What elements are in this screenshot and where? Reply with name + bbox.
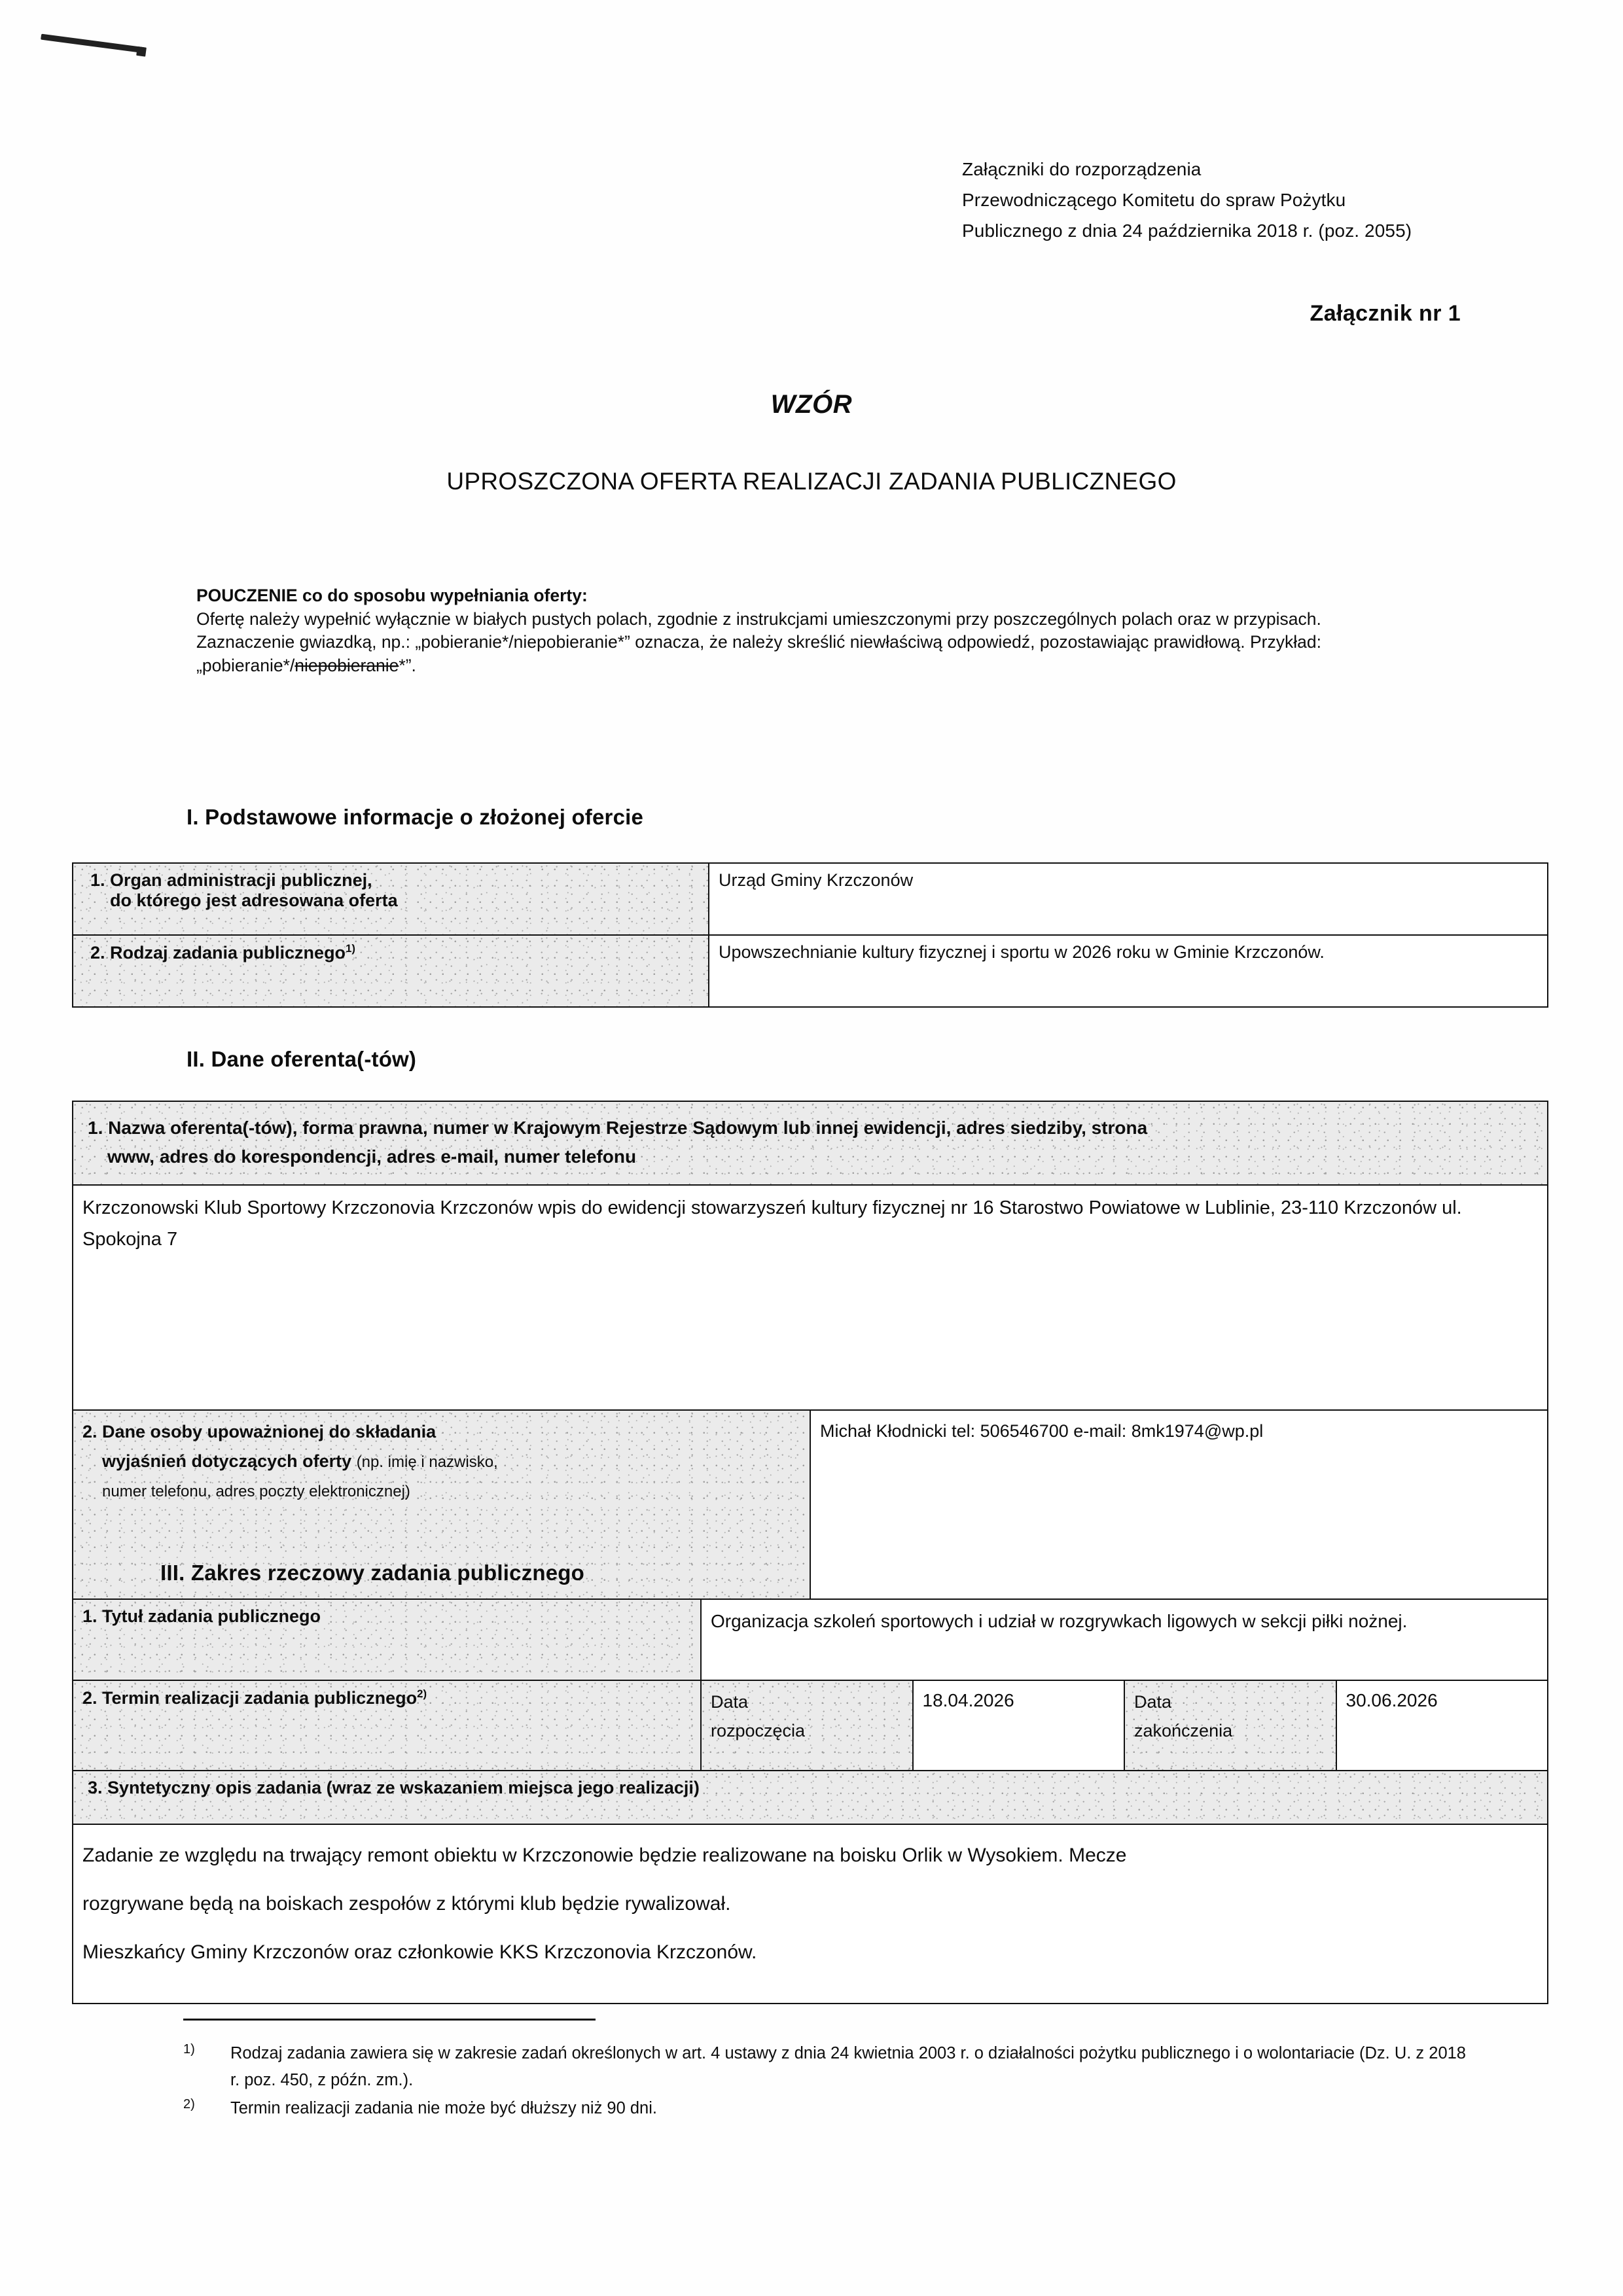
- footnote-separator-rule: [183, 2019, 596, 2021]
- task-type-label-cell: [73, 935, 709, 1007]
- task-description-line-3: Mieszkańcy Gminy Krzczonów oraz członkowie KKS Krzczonovia Krzczonów.: [82, 1941, 757, 1963]
- regulation-header-line-3: Publicznego z dnia 24 października 2018 r. (poz. 2055): [962, 221, 1412, 241]
- instructions-struck-word: niepobieranie: [294, 655, 399, 675]
- date-end-label-cell: [1124, 1680, 1336, 1771]
- footnote-text: Termin realizacji zadania nie może być dłuższy niż 90 dni.: [230, 2099, 657, 2117]
- footnote-text: Rodzaj zadania zawiera się w zakresie zadań określonych w art. 4 ustawy z dnia 24 kwietnia 2003 r. o działalności pożytku publicznego i o wolontariacie (Dz. U. z 2018 r. poz. 450, z późn. zm.).: [230, 2044, 1466, 2089]
- date-end-value-cell[interactable]: 30.06.2026: [1336, 1680, 1548, 1771]
- instructions-paragraph-2-before: Zaznaczenie gwiazdką, np.: „pobieranie*/niepobieranie*” oznacza, że należy skreślić niewłaściwą odpowiedź, pozostawiając prawidłową. Przykład: „pobieranie*/: [196, 632, 1321, 675]
- table-row: [73, 863, 1548, 935]
- date-start-value-cell[interactable]: 18.04.2026: [913, 1680, 1125, 1771]
- date-start-label-line-2: rozpoczęcia: [711, 1721, 806, 1740]
- regulation-header: [962, 154, 1412, 246]
- table-row: [73, 1101, 1548, 1185]
- contact-person-label-line-1: 2. Dane osoby upoważnionej do składania: [82, 1422, 437, 1441]
- date-end-label-line-1: Data: [1134, 1692, 1172, 1712]
- section-iii-table: [72, 1598, 1548, 2004]
- contact-person-label-note-2: numer telefonu, adres poczty elektronicznej): [102, 1483, 410, 1500]
- date-end-label-line-2: zakończenia: [1134, 1721, 1233, 1740]
- task-term-label-text: 2. Termin realizacji zadania publicznego: [82, 1688, 418, 1708]
- instructions-paragraph-1: Ofertę należy wypełnić wyłącznie w białych pustych polach, zgodnie z instrukcjami umieszczonymi przy poszczególnych polach oraz w przypisach.: [196, 609, 1321, 629]
- footnote-marker: 2): [183, 2097, 195, 2111]
- table-row: [73, 1824, 1548, 2004]
- table-row: [73, 1185, 1548, 1410]
- task-description-line-2: rozgrywane będą na boiskach zespołów z którymi klub będzie rywalizował.: [82, 1893, 731, 1915]
- footnote-item: [183, 2095, 1466, 2122]
- offerer-name-label-line-1: 1. Nazwa oferenta(-tów), forma prawna, numer w Krajowym Rejestrze Sądowym lub innej ewidencji, adres siedziby, strona: [88, 1118, 1148, 1138]
- table-row: [73, 1599, 1548, 1680]
- footnote-marker: 1): [183, 2042, 195, 2057]
- footnote-ref-2: 2): [417, 1687, 427, 1700]
- task-title-value-cell[interactable]: Organizacja szkoleń sportowych i udział w rozgrywkach ligowych w sekcji piłki nożnej.: [701, 1599, 1548, 1680]
- task-description-value-cell[interactable]: [73, 1824, 1548, 2004]
- table-row: [73, 1680, 1548, 1771]
- instructions-block: [196, 584, 1440, 677]
- footnotes-block: [183, 2040, 1466, 2123]
- contact-person-value-cell[interactable]: Michał Kłodnicki tel: 506546700 e-mail: 8mk1974@wp.pl: [810, 1410, 1548, 1604]
- attachment-number: Załącznik nr 1: [1310, 301, 1461, 326]
- date-start-label-cell: [701, 1680, 913, 1771]
- section-i-heading: I. Podstawowe informacje o złożonej ofercie: [187, 805, 644, 829]
- section-iii-heading: III. Zakres rzeczowy zadania publicznego: [160, 1561, 585, 1585]
- footnote-item: [183, 2040, 1466, 2094]
- section-ii-heading: II. Dane oferenta(-tów): [187, 1047, 417, 1071]
- organ-label-cell: [73, 863, 709, 935]
- task-term-label-cell: [73, 1680, 701, 1771]
- scan-artifact-mark: [41, 34, 145, 54]
- instructions-paragraph-2-after: *”.: [399, 655, 416, 675]
- date-start-label-line-1: Data: [711, 1692, 749, 1712]
- regulation-header-line-1: Załączniki do rozporządzenia: [962, 159, 1202, 179]
- organ-value-cell[interactable]: Urząd Gminy Krzczonów: [709, 863, 1548, 935]
- wzor-label: WZÓR: [770, 390, 853, 419]
- task-description-label-cell: 3. Syntetyczny opis zadania (wraz ze wskazaniem miejsca jego realizacji): [73, 1771, 1548, 1824]
- task-type-label-text: 2. Rodzaj zadania publicznego: [90, 943, 346, 963]
- regulation-header-line-2: Przewodniczącego Komitetu do spraw Pożytku: [962, 190, 1346, 210]
- offerer-name-label-cell: [73, 1101, 1548, 1185]
- task-description-line-1: Zadanie ze względu na trwający remont obiektu w Krzczonowie będzie realizowane na boisku Orlik w Wysokiem. Mecze: [82, 1845, 1127, 1866]
- contact-person-label-note-1: (np. imię i nazwisko,: [356, 1453, 498, 1471]
- contact-person-label-line-2-text: wyjaśnień dotyczących oferty: [102, 1451, 352, 1471]
- offerer-name-label-line-2: www, adres do korespondencji, adres e-mail, numer telefonu: [107, 1146, 637, 1167]
- instructions-paragraph-2: [196, 631, 1440, 677]
- task-title-label-cell: 1. Tytuł zadania publicznego: [73, 1599, 701, 1680]
- page-title: UPROSZCZONA OFERTA REALIZACJI ZADANIA PUBLICZNEGO: [446, 468, 1177, 495]
- section-i-table: [72, 862, 1548, 1008]
- table-row: [73, 935, 1548, 1007]
- footnote-ref-1: 1): [346, 942, 355, 955]
- organ-label-line-1: 1. Organ administracji publicznej,: [90, 870, 372, 890]
- instructions-heading: POUCZENIE co do sposobu wypełniania oferty:: [196, 586, 588, 605]
- contact-person-label-line-2: [82, 1447, 800, 1477]
- section-ii-table: [72, 1101, 1548, 1604]
- organ-label-line-2: do którego jest adresowana oferta: [110, 891, 398, 910]
- task-type-value-cell[interactable]: Upowszechnianie kultury fizycznej i sportu w 2026 roku w Gminie Krzczonów.: [709, 935, 1548, 1007]
- table-row: [73, 1771, 1548, 1824]
- offerer-name-value-cell[interactable]: Krzczonowski Klub Sportowy Krzczonovia Krzczonów wpis do ewidencji stowarzyszeń kultury fizycznej nr 16 Starostwo Powiatowe w Lublinie, 23-110 Krzczonów ul. Spokojna 7: [73, 1185, 1548, 1410]
